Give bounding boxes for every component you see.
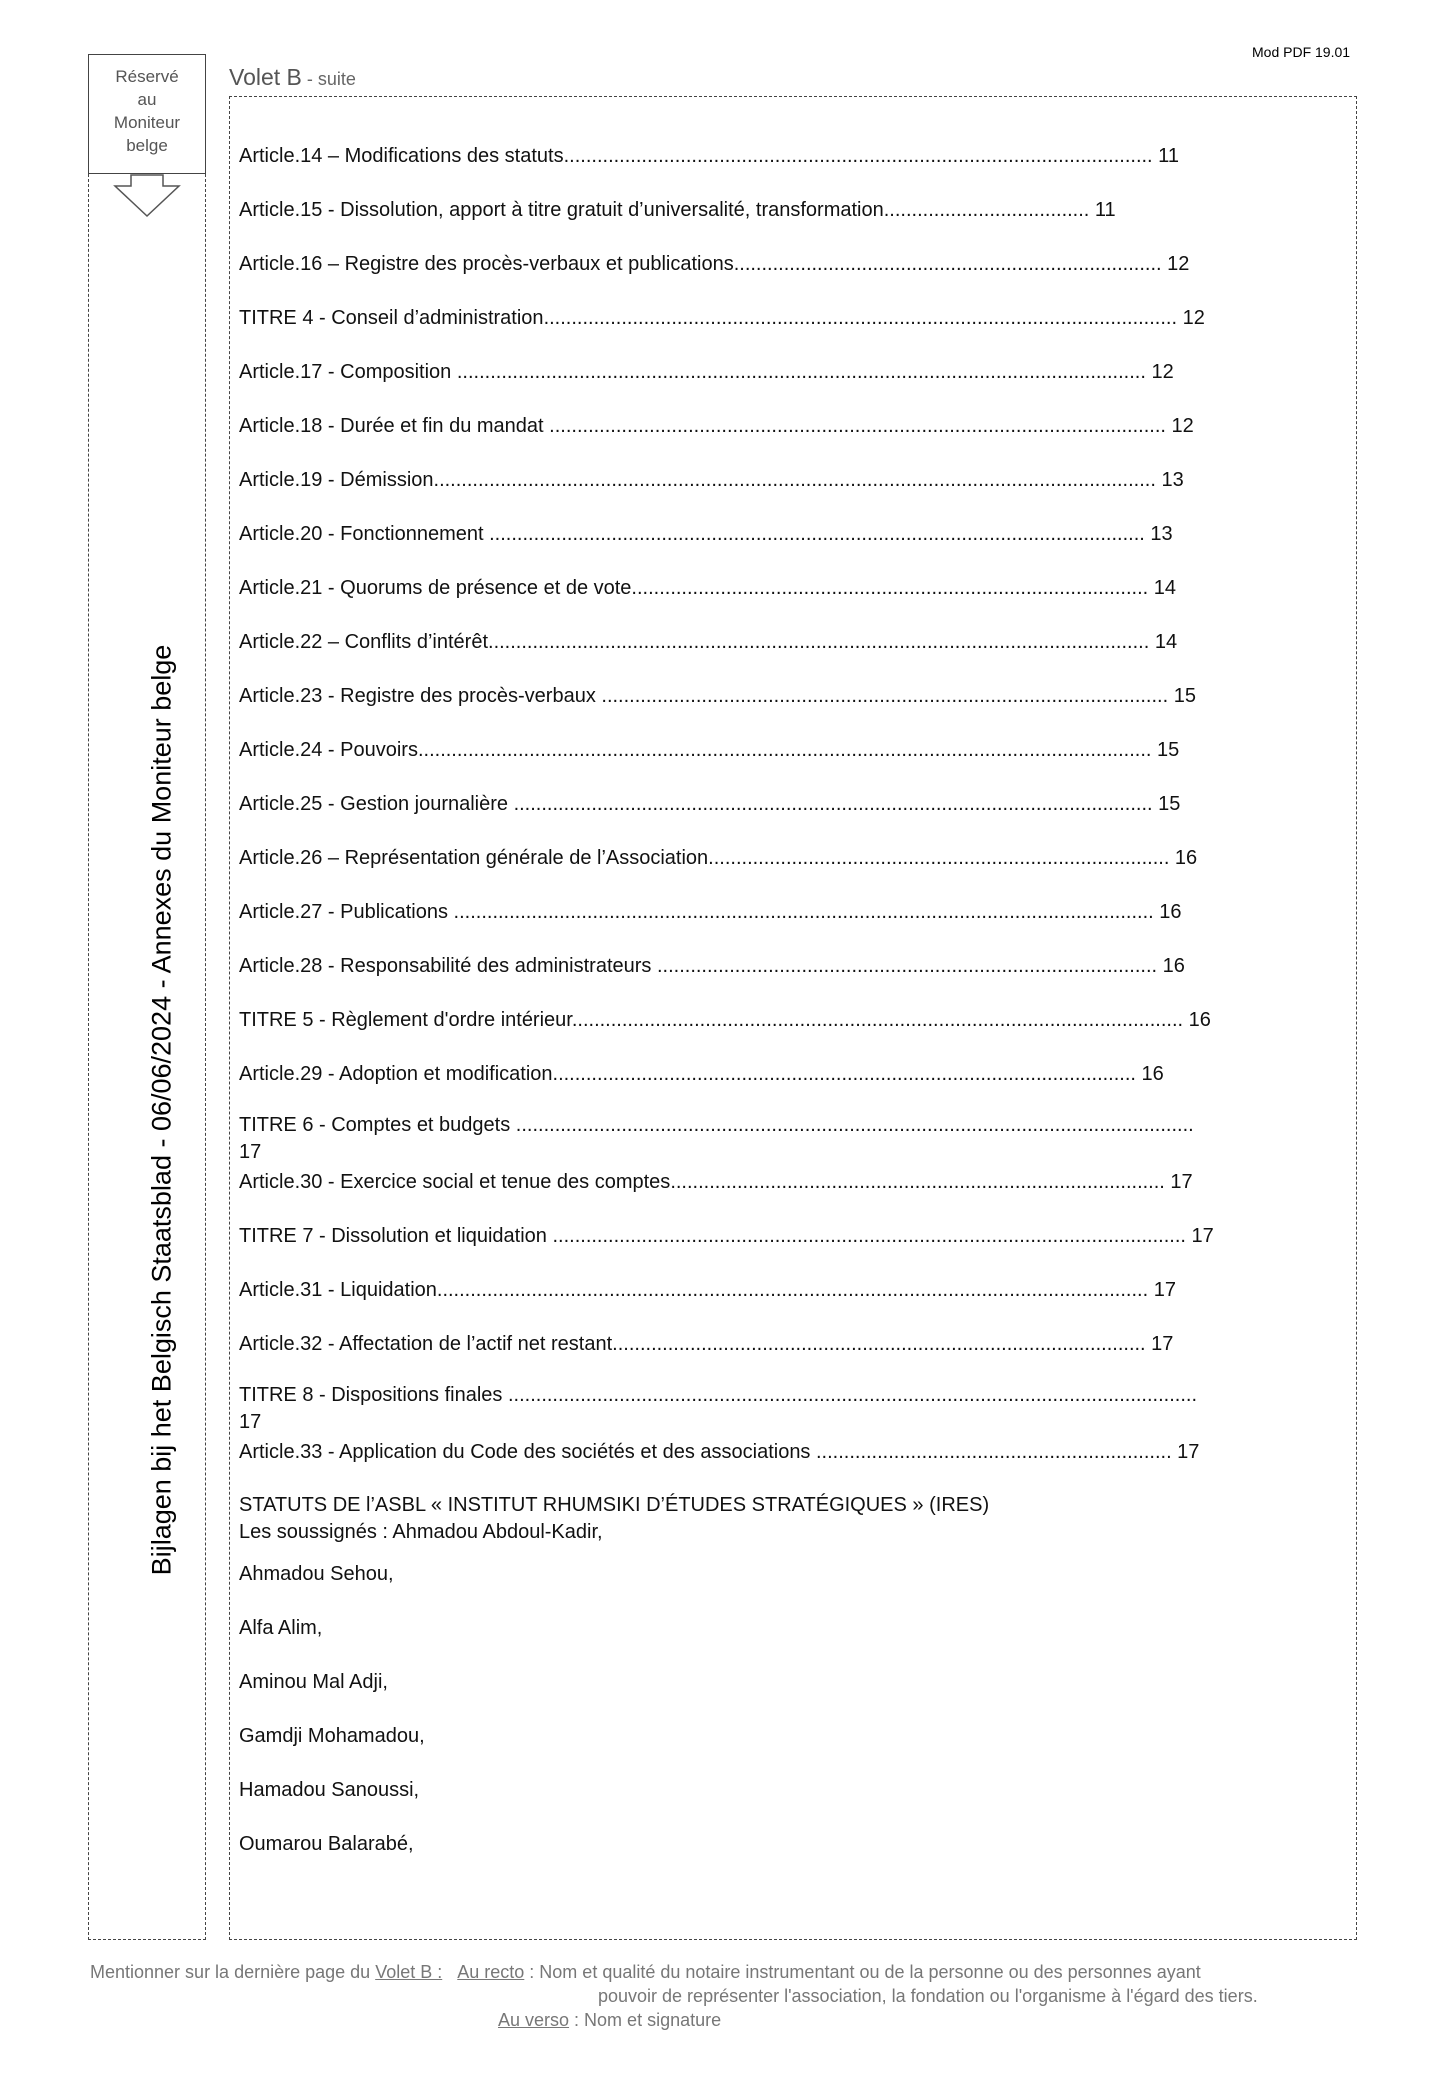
toc-entry-leader: .........................................................................................	[670, 1171, 1165, 1193]
statuts-block	[239, 1492, 1344, 1546]
reserved-line: Moniteur	[113, 113, 181, 132]
signer-name: Hamadou Sanoussi,	[239, 1779, 420, 1801]
toc-entry	[239, 734, 1344, 788]
toc-entry	[239, 896, 1344, 950]
reserved-line: au	[137, 90, 157, 109]
toc-entry	[239, 1436, 1344, 1490]
toc-entry-page: 11	[1089, 199, 1116, 221]
toc-entry	[239, 1382, 1344, 1436]
toc-entry-title: Article.31 - Liquidation	[239, 1279, 437, 1301]
toc-entry-leader: .........................................................................................................	[552, 1063, 1136, 1085]
toc-entry	[239, 1166, 1344, 1220]
toc-entry	[239, 1058, 1344, 1112]
toc-entry-title: Article.22 – Conflits d’intérêt	[239, 631, 489, 653]
toc-entry-title: TITRE 5 - Règlement d'ordre intérieur	[239, 1009, 572, 1031]
toc-entry-title: Article.27 - Publications	[239, 901, 448, 923]
toc-entry-title: Article.23 - Registre des procès-verbaux	[239, 685, 596, 707]
toc-entry	[239, 1220, 1344, 1274]
toc-entry-page: 12	[1145, 361, 1174, 383]
volet-suite: - suite	[301, 69, 356, 89]
toc-entry-leader: ..............................................................................................................................	[447, 901, 1154, 923]
toc-entry-leader: .....................................	[883, 199, 1090, 221]
toc-entry-page: 16	[1153, 901, 1182, 923]
footer-recto-text: : Nom et qualité du notaire instrumentant ou de la personne ou des personnes ayant	[524, 1962, 1201, 1982]
toc-entry-leader: ..............................................................................................................	[571, 1009, 1184, 1031]
toc-entry-title: Article.30 - Exercice social et tenue des comptes	[239, 1171, 671, 1193]
toc-entry-page: 15	[1151, 739, 1180, 761]
toc-entry-leader: ................................................................................................................................	[436, 1279, 1149, 1301]
table-of-contents	[239, 140, 1344, 1490]
reserved-box	[88, 54, 206, 174]
toc-entry-page: 14	[1149, 631, 1178, 653]
toc-entry-leader: ....................................................................................................................................	[417, 739, 1152, 761]
toc-entry-title: Article.21 - Quorums de présence et de vote	[239, 577, 632, 599]
statuts-title: STATUTS DE l’ASBL « INSTITUT RHUMSIKI D’ÉTUDES STRATÉGIQUES » (IRES)	[239, 1494, 990, 1516]
page-title	[229, 64, 356, 91]
toc-entry-title: Article.14 – Modifications des statuts	[239, 145, 564, 167]
reserved-line: Réservé	[115, 67, 179, 86]
toc-entry	[239, 194, 1344, 248]
toc-entry	[239, 302, 1344, 356]
toc-entry-title: Article.26 – Représentation générale de l’Association	[239, 847, 709, 869]
toc-entry-title: Article.29 - Adoption et modification	[239, 1063, 553, 1085]
toc-entry-leader: .......................................................................................................................	[488, 631, 1150, 653]
toc-entry-title: TITRE 4 - Conseil d’administration	[239, 307, 544, 329]
toc-entry-page: 16	[1183, 1009, 1211, 1031]
toc-entry-page: 16	[1169, 847, 1198, 869]
toc-entry-title: Article.18 - Durée et fin du mandat	[239, 415, 544, 437]
signers-list	[239, 1558, 1344, 1882]
toc-entry-leader: ...............................................................................................................	[543, 415, 1166, 437]
toc-entry-page: 13	[1155, 469, 1184, 491]
document-body	[239, 140, 1344, 1882]
footer-recto-text-2: pouvoir de représenter l'association, la fondation ou l'organisme à l'égard des tiers.	[598, 1986, 1258, 2006]
toc-entry	[239, 356, 1344, 410]
volet-label: Volet B	[229, 64, 302, 90]
form-version-label: Mod PDF 19.01	[1252, 44, 1351, 60]
toc-entry-title: Article.33 - Application du Code des sociétés et des associations	[239, 1441, 811, 1463]
toc-entry-title: Article.32 - Affectation de l’actif net restant	[239, 1333, 613, 1355]
toc-entry-leader: ...................................................................................................................	[508, 793, 1153, 815]
toc-entry	[239, 1328, 1344, 1382]
toc-entry	[239, 626, 1344, 680]
toc-entry	[239, 950, 1344, 1004]
toc-entry-page: 16	[1135, 1063, 1164, 1085]
toc-entry-leader: ..........................................................................................................	[563, 145, 1153, 167]
signer-name: Oumarou Balarabé,	[239, 1833, 414, 1855]
toc-entry-page: 17	[1164, 1171, 1193, 1193]
signer-name: Aminou Mal Adji,	[239, 1671, 388, 1693]
toc-entry-title: TITRE 6 - Comptes et budgets	[239, 1114, 511, 1136]
toc-entry-title: Article.25 - Gestion journalière	[239, 793, 509, 815]
footer-verso-label: Au verso	[498, 2010, 570, 2030]
toc-entry-leader: ............................................................................................................................	[451, 361, 1146, 383]
signer-name: Alfa Alim,	[239, 1617, 323, 1639]
toc-entry-leader: ..................................................................................................................	[546, 1225, 1186, 1247]
toc-entry-title: Article.16 – Registre des procès-verbaux et publications	[239, 253, 734, 275]
toc-entry-page: 16	[1157, 955, 1185, 977]
toc-entry-leader: ................................................................	[810, 1441, 1172, 1463]
toc-entry-page: 17	[239, 1411, 262, 1433]
toc-entry-page: 14	[1148, 577, 1177, 599]
toc-entry-title: TITRE 8 - Dispositions finales	[239, 1384, 503, 1406]
toc-entry-page: 12	[1161, 253, 1190, 275]
toc-entry	[239, 1274, 1344, 1328]
toc-entry-title: Article.19 - Démission	[239, 469, 434, 491]
toc-entry-leader: .............................................................................	[733, 253, 1162, 275]
toc-entry-page: 13	[1144, 523, 1173, 545]
toc-entry-page: 15	[1152, 793, 1181, 815]
toc-entry-title: Article.20 - Fonctionnement	[239, 523, 484, 545]
toc-entry	[239, 680, 1344, 734]
toc-entry-leader: ............................................................................................................................	[502, 1384, 1198, 1406]
toc-entry-page: 17	[1145, 1333, 1174, 1355]
toc-entry-leader: ......................................................................................................	[595, 685, 1169, 707]
toc-entry-page: 15	[1168, 685, 1196, 707]
footer-mention: Mentionner sur la dernière page du	[90, 1962, 376, 1982]
toc-entry	[239, 1112, 1344, 1166]
statuts-intro: Les soussignés : Ahmadou Abdoul-Kadir,	[239, 1521, 603, 1543]
toc-entry	[239, 842, 1344, 896]
toc-entry-leader: ..................................................................................................................................	[433, 469, 1156, 491]
toc-entry-leader: ...................................................................................	[708, 847, 1170, 869]
toc-entry-page: 12	[1165, 415, 1194, 437]
toc-entry	[239, 464, 1344, 518]
toc-entry-leader: ..........................................................................................	[651, 955, 1158, 977]
toc-entry-page: 17	[1185, 1225, 1214, 1247]
footer-volet: Volet B :	[375, 1962, 443, 1982]
toc-entry	[239, 140, 1344, 194]
toc-entry-title: Article.15 - Dissolution, apport à titre gratuit d’universalité, transformation	[239, 199, 884, 221]
toc-entry-page: 11	[1152, 145, 1179, 167]
toc-entry-leader: ................................................................................................	[612, 1333, 1146, 1355]
toc-entry-title: Article.24 - Pouvoirs	[239, 739, 418, 761]
reserved-line: belge	[126, 136, 168, 155]
toc-entry-title: Article.28 - Responsabilité des administrateurs	[239, 955, 652, 977]
footer-recto-label: Au recto	[457, 1962, 525, 1982]
toc-entry-title: Article.17 - Composition	[239, 361, 452, 383]
signer-name: Gamdji Mohamadou,	[239, 1725, 425, 1747]
toc-entry	[239, 572, 1344, 626]
toc-entry-page: 17	[1148, 1279, 1176, 1301]
toc-entry-page: 12	[1177, 307, 1205, 329]
toc-entry	[239, 1004, 1344, 1058]
toc-entry	[239, 248, 1344, 302]
toc-entry-leader: .............................................................................................	[631, 577, 1149, 599]
toc-entry-leader: ..........................................................................................................................	[510, 1114, 1194, 1136]
toc-entry	[239, 410, 1344, 464]
toc-entry-page: 17	[239, 1141, 262, 1163]
toc-entry	[239, 788, 1344, 842]
toc-entry	[239, 518, 1344, 572]
toc-entry-leader: ..................................................................................................................	[543, 307, 1178, 329]
signer-name: Ahmadou Sehou,	[239, 1563, 394, 1585]
footer-verso-text: : Nom et signature	[569, 2010, 722, 2030]
margin-vertical-text: Bijlagen bij het Belgisch Staatsblad - 06/06/2024 - Annexes du Moniteur belge	[146, 644, 177, 1576]
toc-entry-page: 17	[1171, 1441, 1200, 1463]
toc-entry-leader: ......................................................................................................................	[483, 523, 1145, 545]
toc-entry-title: TITRE 7 - Dissolution et liquidation	[239, 1225, 547, 1247]
